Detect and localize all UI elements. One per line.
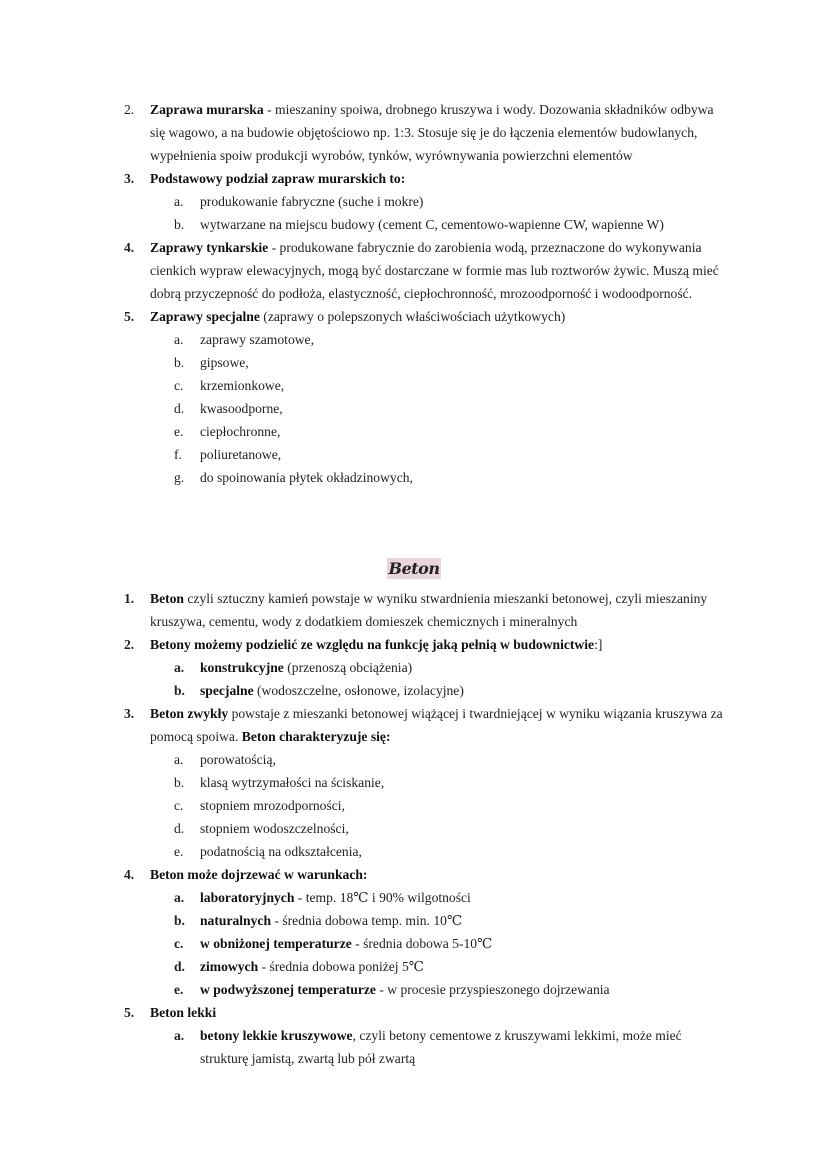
sub-list-item xyxy=(124,190,724,213)
bold-text: Zaprawy specjalne xyxy=(150,309,260,324)
list-item xyxy=(124,98,724,167)
sub-list-letter: c. xyxy=(174,378,184,393)
sub-list-item xyxy=(124,374,724,397)
bold-text: Beton zwykły xyxy=(150,706,229,721)
text: do spoinowania płytek okładzinowych, xyxy=(200,470,413,485)
sub-list-item xyxy=(124,886,724,909)
text: stopniem wodoszczelności, xyxy=(200,821,349,836)
sub-list-letter: a. xyxy=(174,660,185,675)
bold-text: Betony możemy podzielić ze względu na funkcję jaką pełnią w budownictwie xyxy=(150,637,595,652)
text: ciepłochronne, xyxy=(200,424,281,439)
text: (wodoszczelne, osłonowe, izolacyjne) xyxy=(253,683,464,698)
list-number: 3. xyxy=(124,706,135,721)
text: porowatością, xyxy=(200,752,276,767)
list-item xyxy=(124,167,724,190)
bold-text: zimowych xyxy=(200,959,259,974)
sub-list-letter: a. xyxy=(174,890,185,905)
sub-list-item xyxy=(124,679,724,702)
sub-list-item xyxy=(124,794,724,817)
bold-text: Beton lekki xyxy=(150,1005,217,1020)
list-item xyxy=(124,633,724,656)
list-item xyxy=(124,1001,724,1024)
sub-list-letter: b. xyxy=(174,683,185,698)
text: zaprawy szamotowe, xyxy=(200,332,314,347)
text: (przenoszą obciążenia) xyxy=(283,660,413,675)
sub-list-letter: d. xyxy=(174,821,185,836)
sub-list-letter: e. xyxy=(174,982,184,997)
text: krzemionkowe, xyxy=(200,378,285,393)
text: podatnością na odkształcenia, xyxy=(200,844,362,859)
list-number: 1. xyxy=(124,591,135,606)
bold-text: laboratoryjnych xyxy=(200,890,295,905)
text: - średnia dobowa 5-10℃ xyxy=(351,936,493,951)
text: - w procesie przyspieszonego dojrzewania xyxy=(375,982,610,997)
mortar-section xyxy=(124,98,724,489)
sub-list-item xyxy=(124,909,724,932)
text: , czyli betony cementowe z kruszywami lekkimi, może mieć strukturę jamistą, zwartą lub pół zwartą xyxy=(200,1028,682,1066)
bold-text: naturalnych xyxy=(200,913,272,928)
sub-list-item xyxy=(124,817,724,840)
bold-text: Beton może dojrzewać w warunkach: xyxy=(150,867,368,882)
text: produkowanie fabryczne (suche i mokre) xyxy=(200,194,424,209)
sub-list-letter: g. xyxy=(174,470,185,485)
list-number: 3. xyxy=(124,171,135,186)
text: :] xyxy=(594,637,603,652)
sub-list-item xyxy=(124,466,724,489)
bold-text: Beton charakteryzuje się: xyxy=(241,729,391,744)
sub-list-item xyxy=(124,932,724,955)
sub-list-letter: e. xyxy=(174,844,184,859)
sub-list-letter: b. xyxy=(174,217,185,232)
list-number: 2. xyxy=(124,637,135,652)
sub-list-item xyxy=(124,955,724,978)
sub-list-item xyxy=(124,328,724,351)
bold-text: specjalne xyxy=(200,683,254,698)
sub-list-letter: a. xyxy=(174,752,184,767)
list-number: 4. xyxy=(124,867,135,882)
text: poliuretanowe, xyxy=(200,447,282,462)
heading-beton: Beton xyxy=(388,559,440,578)
section-heading xyxy=(0,559,828,578)
text: powstaje z mieszanki betonowej wiążącej i twardniejącej w wyniku wiązania kruszywa za pomocą spoiwa. xyxy=(150,706,723,744)
sub-list-letter: e. xyxy=(174,424,184,439)
bold-text: w obniżonej temperaturze xyxy=(200,936,352,951)
list-item xyxy=(124,702,724,748)
text: (zaprawy o polepszonych właściwościach użytkowych) xyxy=(259,309,566,324)
sub-list-item xyxy=(124,656,724,679)
sub-list-item xyxy=(124,771,724,794)
sub-list-letter: a. xyxy=(174,332,184,347)
list-number: 2. xyxy=(124,102,135,117)
bold-text: konstrukcyjne xyxy=(200,660,284,675)
list-item xyxy=(124,305,724,328)
sub-list-item xyxy=(124,213,724,236)
sub-list-letter: d. xyxy=(174,959,185,974)
text: klasą wytrzymałości na ściskanie, xyxy=(200,775,385,790)
sub-list-letter: b. xyxy=(174,775,185,790)
text: - mieszaniny spoiwa, drobnego kruszywa i wody. Dozowania składników odbywa się wagowo, a na budowie objętościowo np. 1:3. Stosuje się je do łączenia elementów budowlanych, wypełnienia spoiw produkcji wyrobów, tynków, wyrównywania powierzchni elementów xyxy=(150,102,714,163)
text: wytwarzane na miejscu budowy (cement C, cementowo-wapienne CW, wapienne W) xyxy=(200,217,664,232)
text: - produkowane fabrycznie do zarobienia wodą, przeznaczone do wykonywania cienkich wypraw elewacyjnych, mogą być dostarczane w formie mas lub roztworów żywic. Muszą mieć dobrą przyczepność do podłoża, elastyczność, ciepłochronność, mrozoodporność i wodoodporność. xyxy=(150,240,719,301)
text: - średnia dobowa poniżej 5℃ xyxy=(258,959,424,974)
sub-list-item xyxy=(124,1024,724,1070)
text: gipsowe, xyxy=(200,355,249,370)
sub-list-letter: c. xyxy=(174,798,184,813)
list-item xyxy=(124,236,724,305)
bold-text: betony lekkie kruszywowe xyxy=(200,1028,353,1043)
bold-text: Zaprawa murarska xyxy=(150,102,264,117)
text: kwasoodporne, xyxy=(200,401,283,416)
sub-list-item xyxy=(124,443,724,466)
text: stopniem mrozodporności, xyxy=(200,798,345,813)
sub-list-item xyxy=(124,748,724,771)
text: czyli sztuczny kamień powstaje w wyniku stwardnienia mieszanki betonowej, czyli mieszaniny kruszywa, cementu, wody z dodatkiem domieszek chemicznych i mineralnych xyxy=(150,591,708,629)
sub-list-item xyxy=(124,420,724,443)
sub-list-letter: b. xyxy=(174,913,185,928)
bold-text: Beton xyxy=(150,591,184,606)
concrete-section xyxy=(124,587,724,1070)
sub-list-letter: c. xyxy=(174,936,184,951)
text: - temp. 18℃ i 90% wilgotności xyxy=(294,890,471,905)
list-number: 4. xyxy=(124,240,135,255)
list-item xyxy=(124,863,724,886)
text: - średnia dobowa temp. min. 10℃ xyxy=(271,913,463,928)
list-number: 5. xyxy=(124,309,135,324)
sub-list-letter: a. xyxy=(174,1028,185,1043)
sub-list-letter: f. xyxy=(174,447,182,462)
sub-list-item xyxy=(124,397,724,420)
sub-list-letter: a. xyxy=(174,194,184,209)
bold-text: Zaprawy tynkarskie xyxy=(150,240,269,255)
sub-list-letter: b. xyxy=(174,355,185,370)
bold-text: w podwyższonej temperaturze xyxy=(200,982,376,997)
list-item xyxy=(124,587,724,633)
list-number: 5. xyxy=(124,1005,135,1020)
bold-text: Podstawowy podział zapraw murarskich to: xyxy=(150,171,406,186)
sub-list-letter: d. xyxy=(174,401,185,416)
sub-list-item xyxy=(124,351,724,374)
sub-list-item xyxy=(124,840,724,863)
sub-list-item xyxy=(124,978,724,1001)
